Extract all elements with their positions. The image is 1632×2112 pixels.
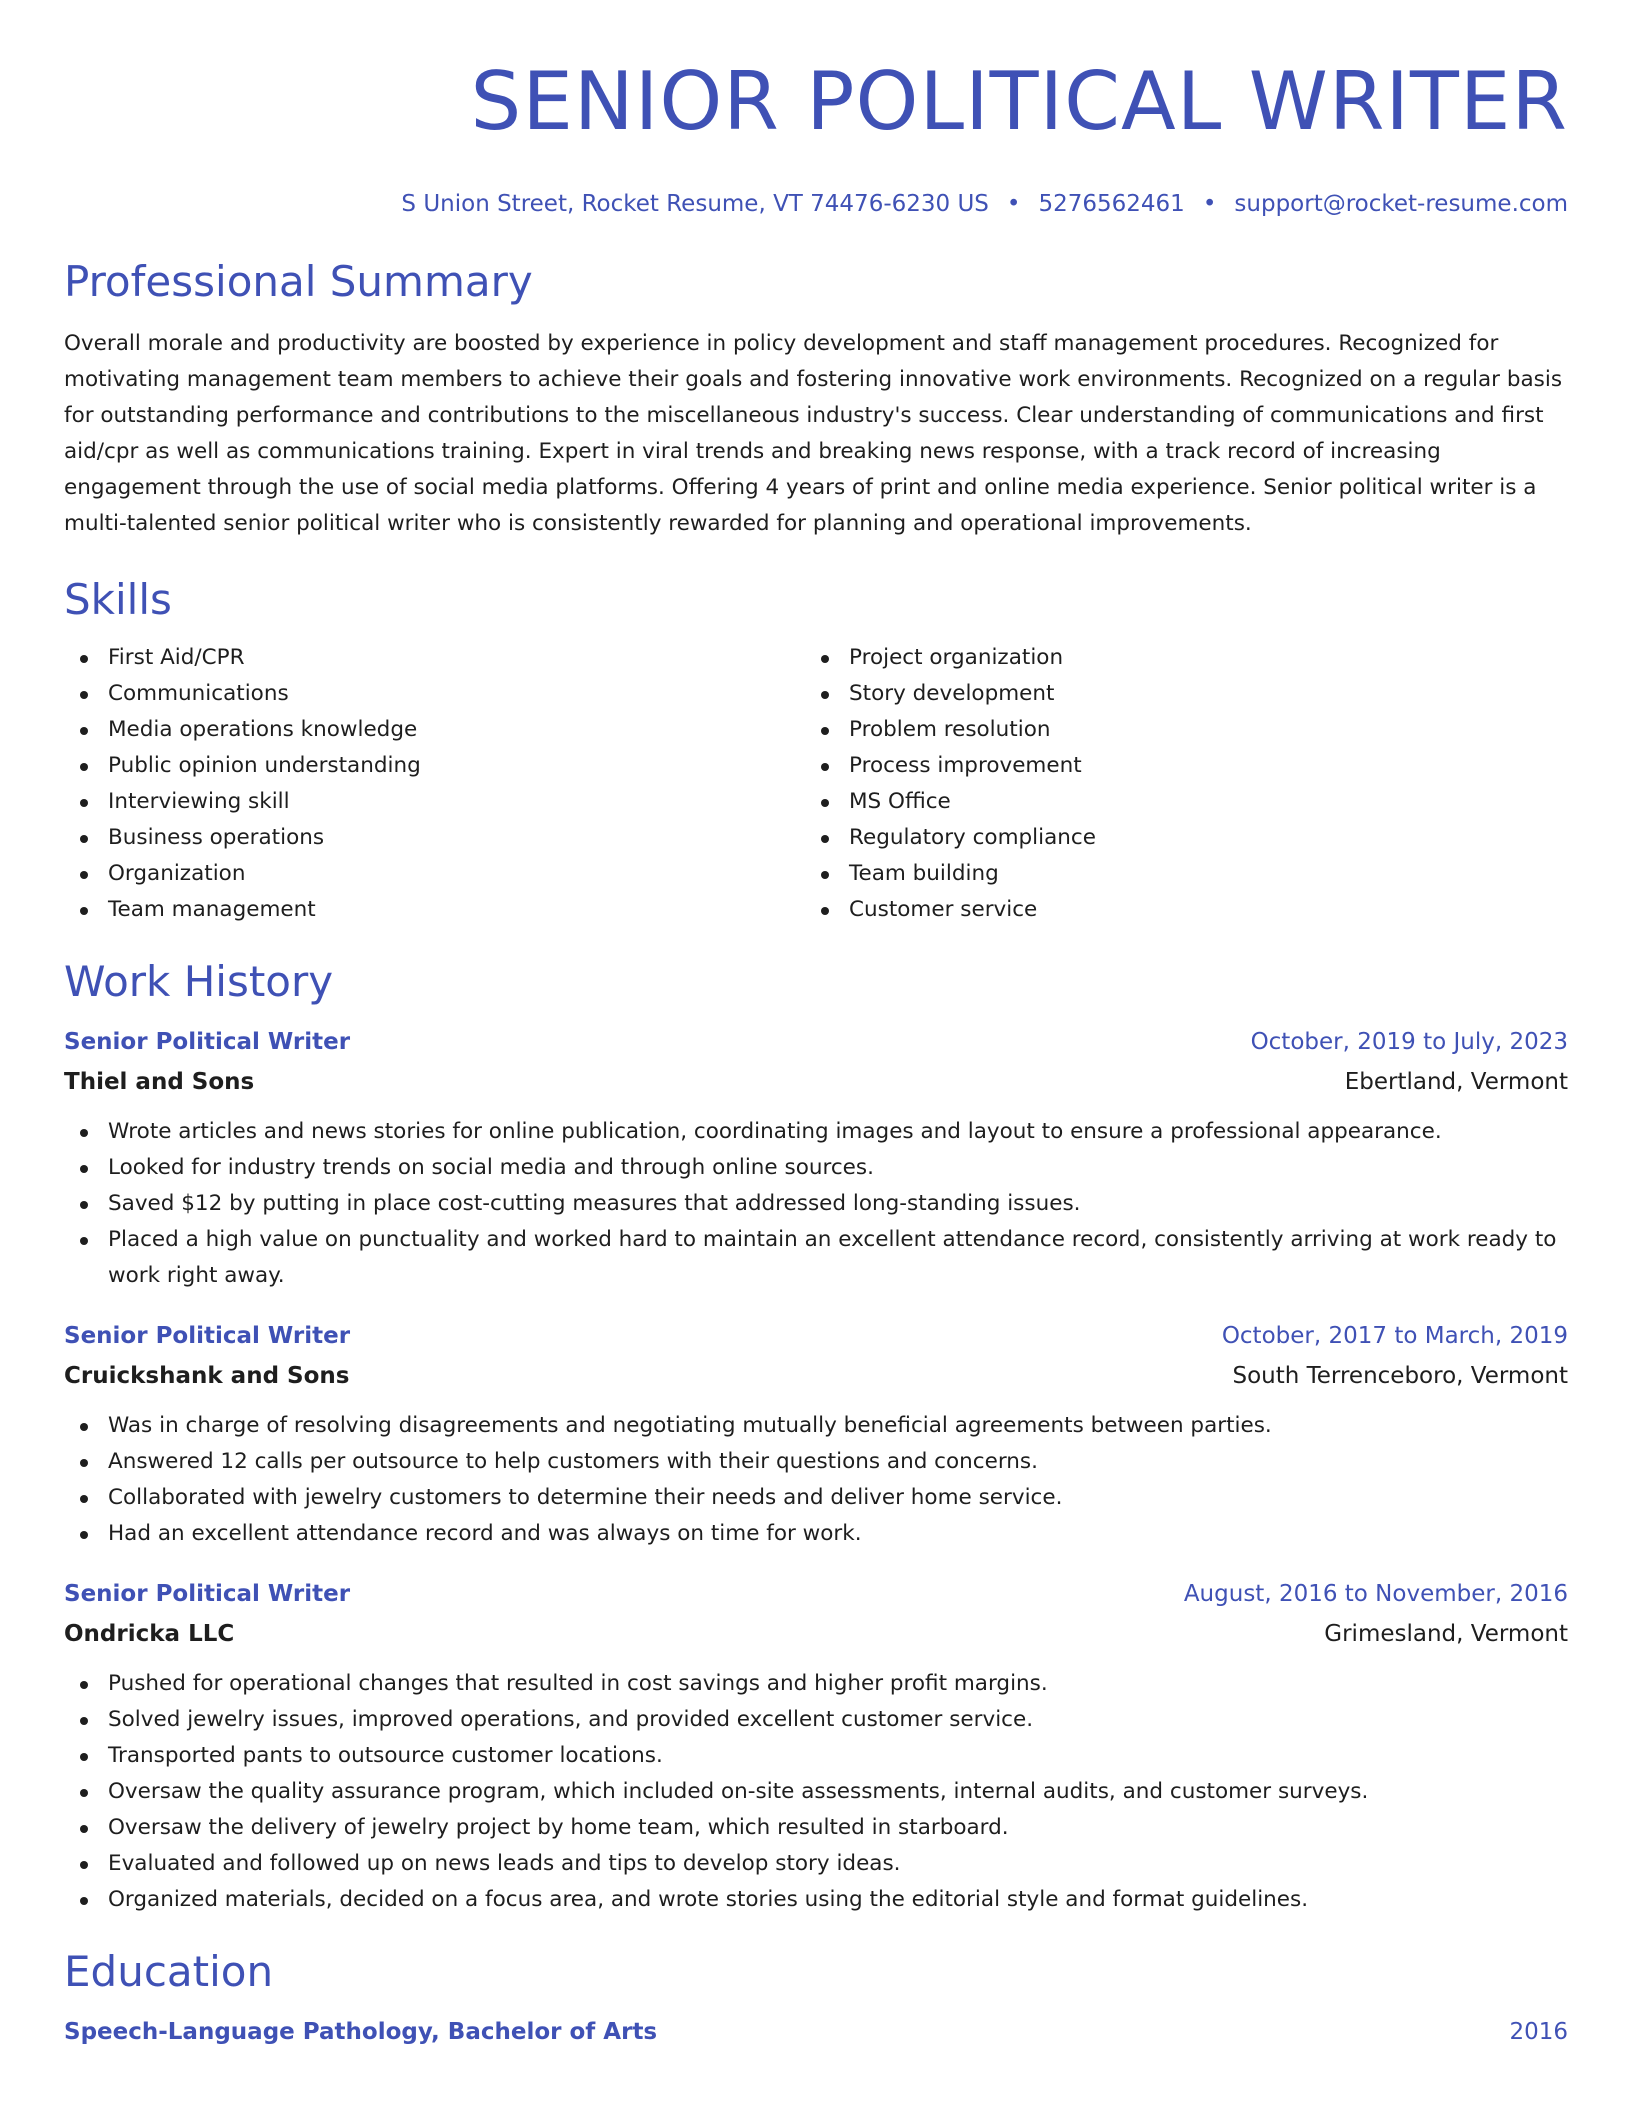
summary-heading: Professional Summary bbox=[64, 257, 533, 306]
skill-item: Business operations bbox=[64, 820, 805, 856]
work-history-heading: Work History bbox=[64, 957, 334, 1006]
skill-item: Team building bbox=[805, 856, 1546, 892]
list-item: Looked for industry trends on social media and through online sources. bbox=[64, 1150, 1568, 1186]
list-item: Oversaw the quality assurance program, which included on-site assessments, internal audits, and customer surveys. bbox=[64, 1774, 1568, 1810]
job-bullets bbox=[64, 1114, 1568, 1294]
job-location: Grimesland, Vermont bbox=[1324, 1621, 1568, 1647]
list-item: Was in charge of resolving disagreements and negotiating mutually beneficial agreements between parties. bbox=[64, 1408, 1568, 1444]
job-dates: October, 2019 to July, 2023 bbox=[1250, 1029, 1568, 1055]
job-title: Senior Political Writer bbox=[64, 1323, 351, 1349]
education-entry bbox=[64, 2012, 1568, 2052]
contact-email[interactable]: support@rocket-resume.com bbox=[1234, 191, 1568, 217]
skill-item: MS Office bbox=[805, 784, 1546, 820]
job-bullets bbox=[64, 1666, 1568, 1918]
list-item: Solved jewelry issues, improved operations, and provided excellent customer service. bbox=[64, 1702, 1568, 1738]
job-header-row bbox=[64, 1316, 1568, 1356]
education-degree: Speech-Language Pathology, Bachelor of Arts bbox=[64, 2019, 658, 2045]
skill-item: Process improvement bbox=[805, 748, 1546, 784]
job-company-row bbox=[64, 1062, 1568, 1102]
job-bullets bbox=[64, 1408, 1568, 1552]
job-dates: October, 2017 to March, 2019 bbox=[1221, 1323, 1568, 1349]
job-location: South Terrenceboro, Vermont bbox=[1232, 1363, 1568, 1389]
skill-item: Customer service bbox=[805, 892, 1546, 928]
job-company: Cruickshank and Sons bbox=[64, 1363, 350, 1389]
list-item: Organized materials, decided on a focus area, and wrote stories using the editorial style and format guidelines. bbox=[64, 1882, 1568, 1918]
job-location: Ebertland, Vermont bbox=[1344, 1069, 1568, 1095]
skills-column-right bbox=[805, 640, 1546, 928]
resume-title: SENIOR POLITICAL WRITER bbox=[470, 55, 1568, 148]
job-dates: August, 2016 to November, 2016 bbox=[1183, 1581, 1568, 1607]
skill-item: Project organization bbox=[805, 640, 1546, 676]
job-company-row bbox=[64, 1356, 1568, 1396]
list-item: Answered 12 calls per outsource to help customers with their questions and concerns. bbox=[64, 1444, 1568, 1480]
education-year: 2016 bbox=[1509, 2019, 1568, 2045]
list-item: Transported pants to outsource customer locations. bbox=[64, 1738, 1568, 1774]
job-header-row bbox=[64, 1022, 1568, 1062]
skills-list bbox=[64, 640, 1568, 928]
list-item: Wrote articles and news stories for online publication, coordinating images and layout to ensure a professional appearance. bbox=[64, 1114, 1568, 1150]
contact-separator: • bbox=[1006, 191, 1021, 217]
contact-separator: • bbox=[1202, 191, 1217, 217]
skill-item: First Aid/CPR bbox=[64, 640, 805, 676]
skill-item: Public opinion understanding bbox=[64, 748, 805, 784]
list-item: Oversaw the delivery of jewelry project by home team, which resulted in starboard. bbox=[64, 1810, 1568, 1846]
job-company-row bbox=[64, 1614, 1568, 1654]
skill-item: Problem resolution bbox=[805, 712, 1546, 748]
job-title: Senior Political Writer bbox=[64, 1581, 351, 1607]
education-heading: Education bbox=[64, 1947, 274, 1996]
skills-heading: Skills bbox=[64, 575, 172, 624]
job-header-row bbox=[64, 1574, 1568, 1614]
skill-item: Organization bbox=[64, 856, 805, 892]
job-entry bbox=[64, 1316, 1568, 1552]
job-company: Ondricka LLC bbox=[64, 1621, 235, 1647]
contact-line bbox=[64, 188, 1568, 220]
list-item: Had an excellent attendance record and was always on time for work. bbox=[64, 1516, 1568, 1552]
skill-item: Media operations knowledge bbox=[64, 712, 805, 748]
summary-text: Overall morale and productivity are boosted by experience in policy development and staff management procedures. Recognized for motivating management team members to achieve their goals and fostering innovative work environments. Recognized on a regular basis for outstanding performance and contributions to the miscellaneous industry's success. Clear understanding of communications and first aid/cpr as well as communications training. Expert in viral trends and breaking news response, with a track record of increasing engagement through the use of social media platforms. Offering 4 years of print and online media experience. Senior political writer is a multi-talented senior political writer who is consistently rewarded for planning and operational improvements. bbox=[64, 331, 1563, 536]
contact-phone: 5276562461 bbox=[1038, 191, 1185, 217]
skill-item: Story development bbox=[805, 676, 1546, 712]
job-title: Senior Political Writer bbox=[64, 1029, 351, 1055]
list-item: Saved $12 by putting in place cost-cutting measures that addressed long-standing issues. bbox=[64, 1186, 1568, 1222]
skill-item: Interviewing skill bbox=[64, 784, 805, 820]
skill-item: Communications bbox=[64, 676, 805, 712]
job-entry bbox=[64, 1022, 1568, 1294]
list-item: Evaluated and followed up on news leads and tips to develop story ideas. bbox=[64, 1846, 1568, 1882]
skill-item: Regulatory compliance bbox=[805, 820, 1546, 856]
list-item: Placed a high value on punctuality and worked hard to maintain an excellent attendance record, consistently arriving at work ready to work right away. bbox=[64, 1222, 1568, 1294]
skill-item: Team management bbox=[64, 892, 805, 928]
job-entry bbox=[64, 1574, 1568, 1918]
contact-address: S Union Street, Rocket Resume, VT 74476-6230 US bbox=[401, 191, 989, 217]
list-item: Pushed for operational changes that resulted in cost savings and higher profit margins. bbox=[64, 1666, 1568, 1702]
list-item: Collaborated with jewelry customers to determine their needs and deliver home service. bbox=[64, 1480, 1568, 1516]
job-company: Thiel and Sons bbox=[64, 1069, 255, 1095]
skills-column-left bbox=[64, 640, 805, 928]
